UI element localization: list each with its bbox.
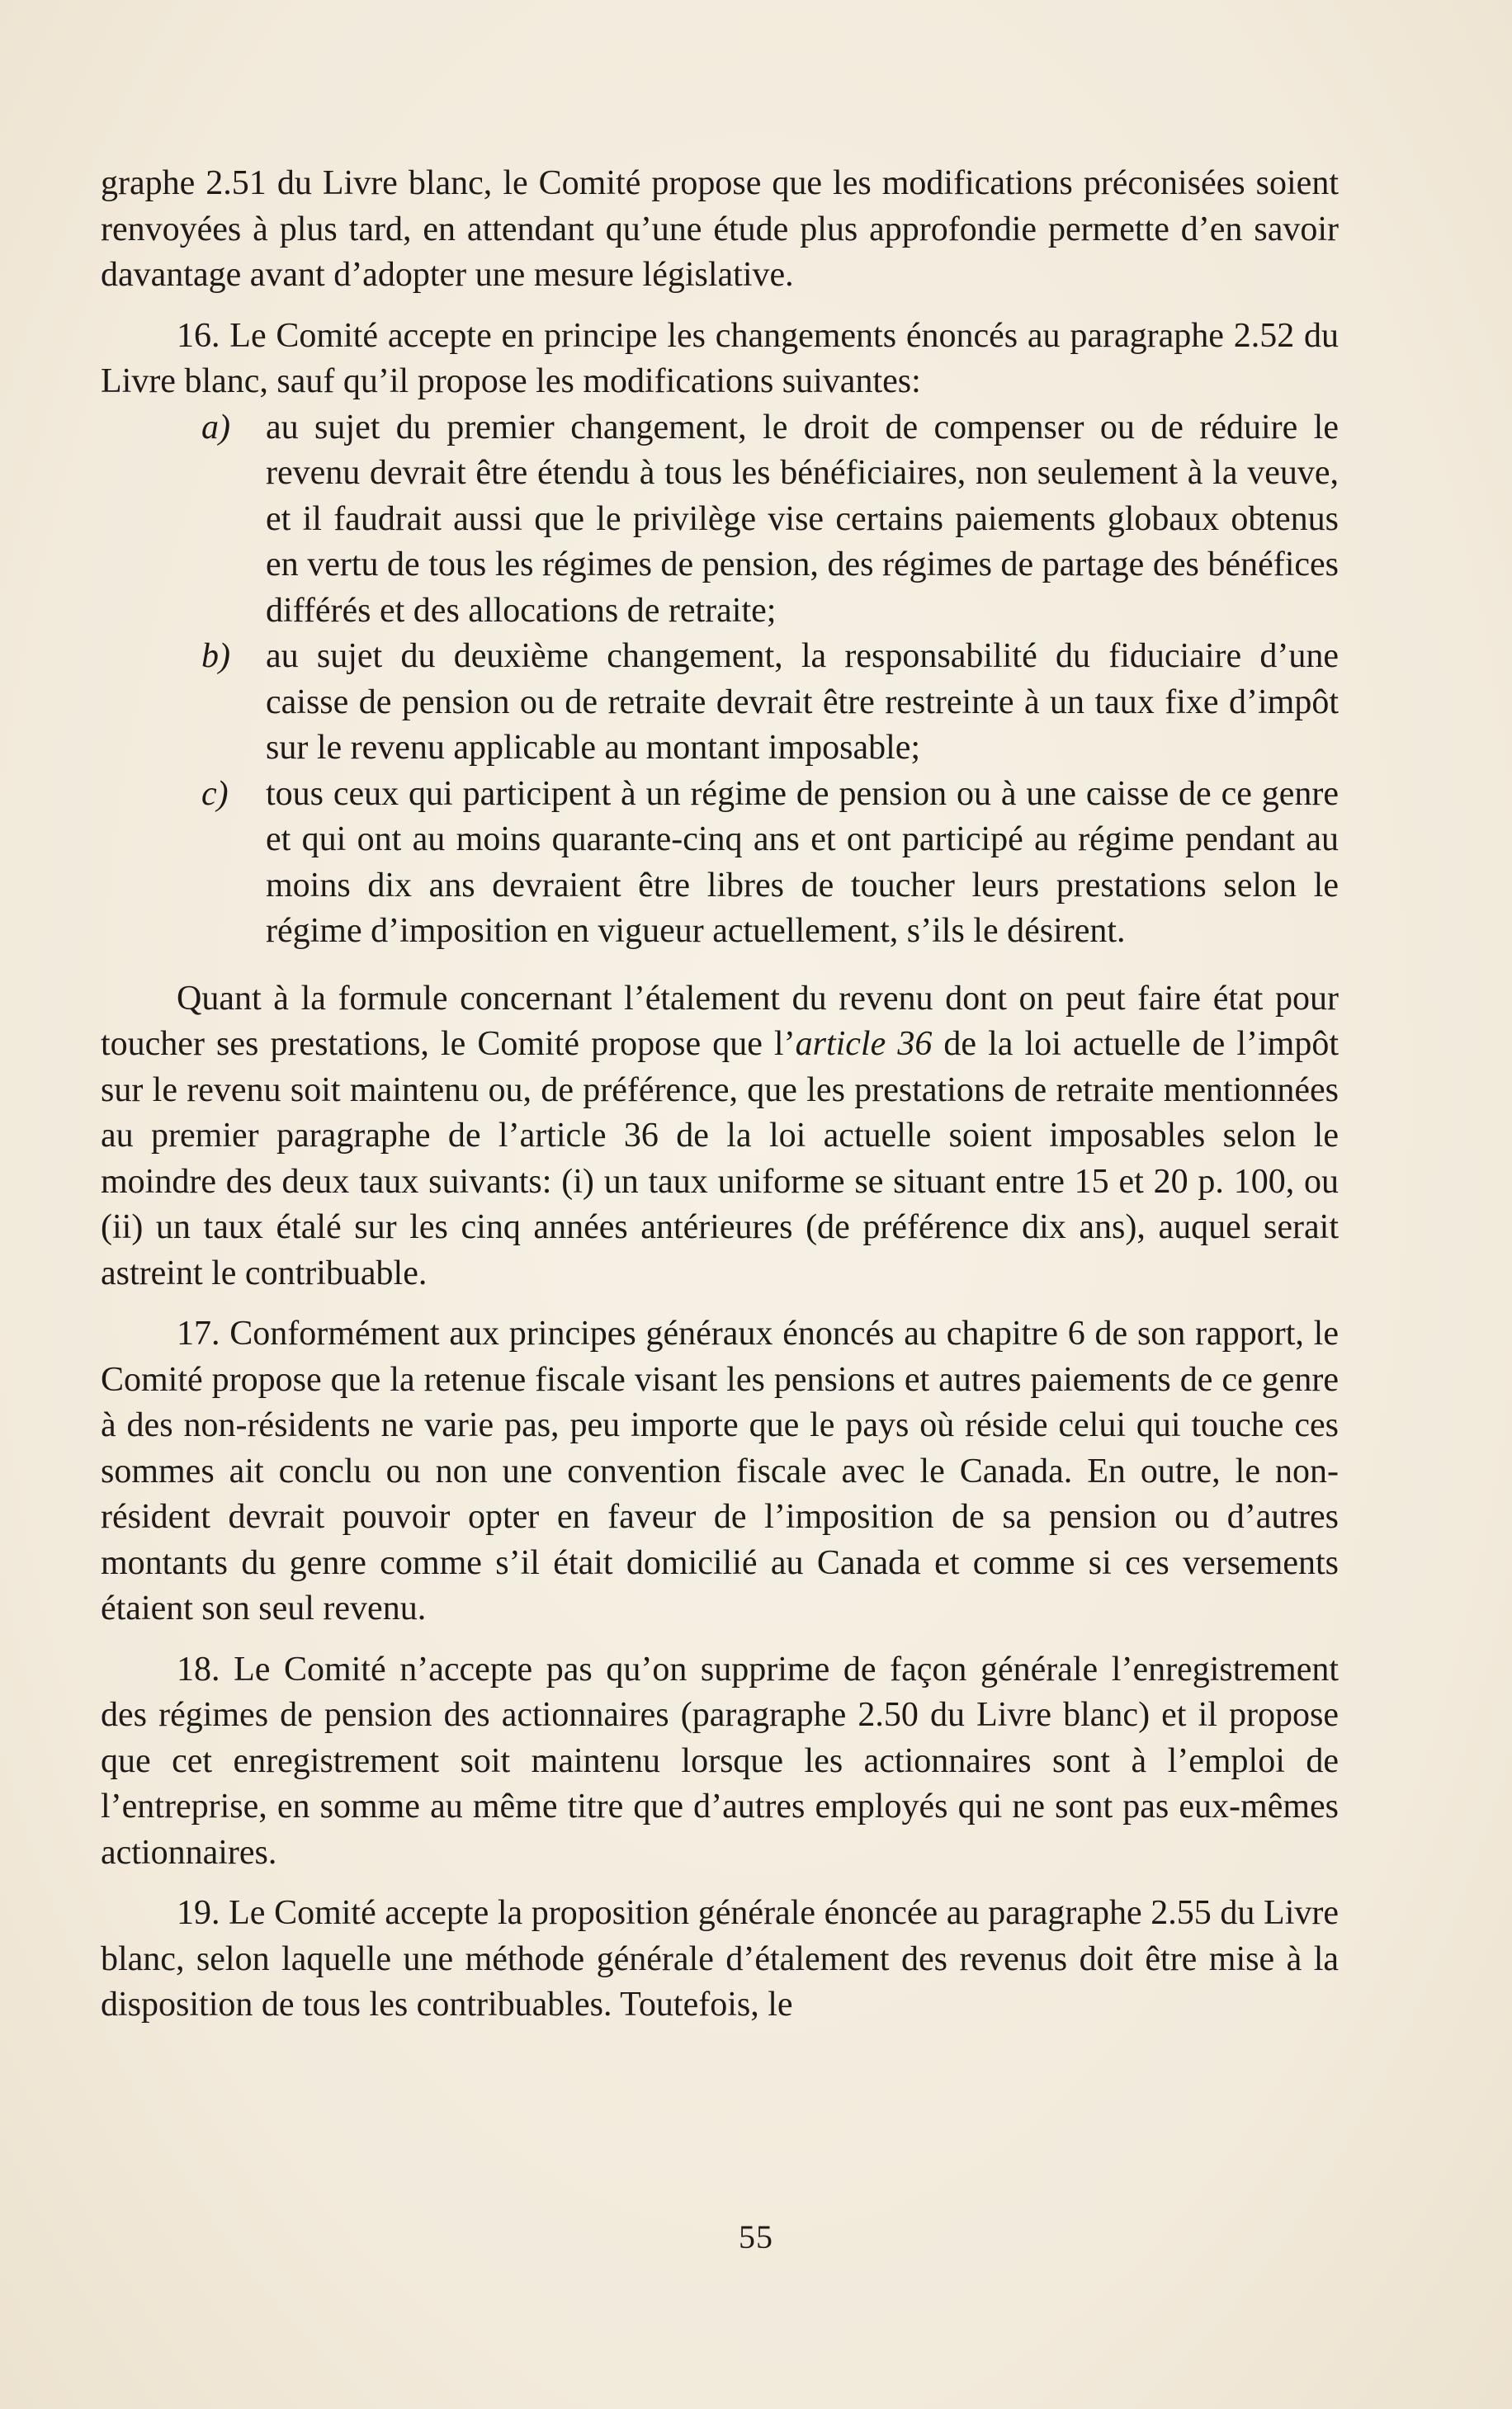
list-item-c — [101, 772, 1339, 955]
paragraph-formula — [101, 976, 1339, 1297]
list-item-a — [101, 405, 1339, 635]
page-number: 55 — [739, 2218, 773, 2255]
list-item-b — [101, 634, 1339, 772]
list-marker: b) — [201, 637, 230, 675]
list-marker: c) — [201, 774, 229, 813]
list-item-text: au sujet du premier changement, le droit de compenser ou de réduire le revenu devrait être étendu à tous les bénéficiaires, non seulement à la veuve, et il faudrait aussi que le privilège vise certains paiements globaux obtenus en vertu de tous les régimes de pension, des régimes de partage des bénéfices différés et des allocations de retraite; — [266, 408, 1339, 630]
paragraph-continuation: graphe 2.51 du Livre blanc, le Comité propose que les modifications préconisées soient renvoyées à plus tard, en attendant qu’une étude plus approfondie permette d’en savoir davantage avant d’adopter une mesure législative. — [101, 164, 1339, 294]
list-item-text: au sujet du deuxième changement, la responsabilité du fiduciaire d’une caisse de pension ou de retraite devrait être restreinte à un taux fixe d’impôt sur le revenu applicable au montant imposable; — [266, 637, 1339, 767]
paragraph-18: 18. Le Comité n’accepte pas qu’on supprime de façon générale l’enregistrement des régimes de pension des actionnaires (paragraphe 2.50 du Livre blanc) et il propose que cet enregistrement soit maintenu lorsque les actionnaires sont à l’emploi de l’entreprise, en somme au même titre que d’autres employés qui ne sont pas eux-mêmes actionnaires. — [101, 1650, 1339, 1872]
list-marker: a) — [201, 408, 230, 446]
article-reference: article 36 — [795, 1025, 933, 1063]
list-item-text: tous ceux qui participent à un régime de pension ou à une caisse de ce genre et qui ont au moins quarante-cinq ans et ont participé au régime pendant au moins dix ans devraient être libres de toucher leurs prestations selon le régime d’imposition en vigueur actuellement, s’ils le désirent. — [266, 774, 1339, 950]
paragraph-17: 17. Conformément aux principes généraux énoncés au chapitre 6 de son rapport, le Comité propose que la retenue fiscale visant les pensions et autres paiements de ce genre à des non-résidents ne varie pas, peu importe que le pays où réside celui qui touche ces sommes ait conclu ou non une convention fiscale avec le Canada. En outre, le non-résident devrait pouvoir opter en faveur de l’imposition de sa pension ou d’autres montants du genre comme s’il était domicilié au Canada et comme si ces versements étaient son seul revenu. — [101, 1315, 1339, 1627]
paragraph-19: 19. Le Comité accepte la proposition générale énoncée au paragraphe 2.55 du Livre blanc, selon laquelle une méthode générale d’étalement des revenus doit être mise à la disposition de tous les contribuables. Toutefois, le — [101, 1894, 1339, 2024]
formula-text-end: de la loi actuelle de l’impôt sur le revenu soit maintenu ou, de préférence, que les prestations de retraite mentionnées au premier paragraphe de l’article 36 de la loi actuelle soient imposables selon le moindre des deux taux suivants: (i) un taux uniforme se situant entre 15 et 20 p. 100, ou (ii) un taux étalé sur les cinq années antérieures (de préférence dix ans), auquel serait astreint le contribuable. — [101, 1025, 1340, 1292]
formula-text-start: Quant à la formule concernant l’étalement du revenu dont on peut faire état pour toucher ses prestations, le Comité propose que l’ — [101, 979, 1339, 1063]
paragraph-16: 16. Le Comité accepte en principe les changements énoncés au paragraphe 2.52 du Livre blanc, sauf qu’il propose les modifications suivantes: — [101, 316, 1339, 400]
body-text — [101, 161, 1339, 2029]
